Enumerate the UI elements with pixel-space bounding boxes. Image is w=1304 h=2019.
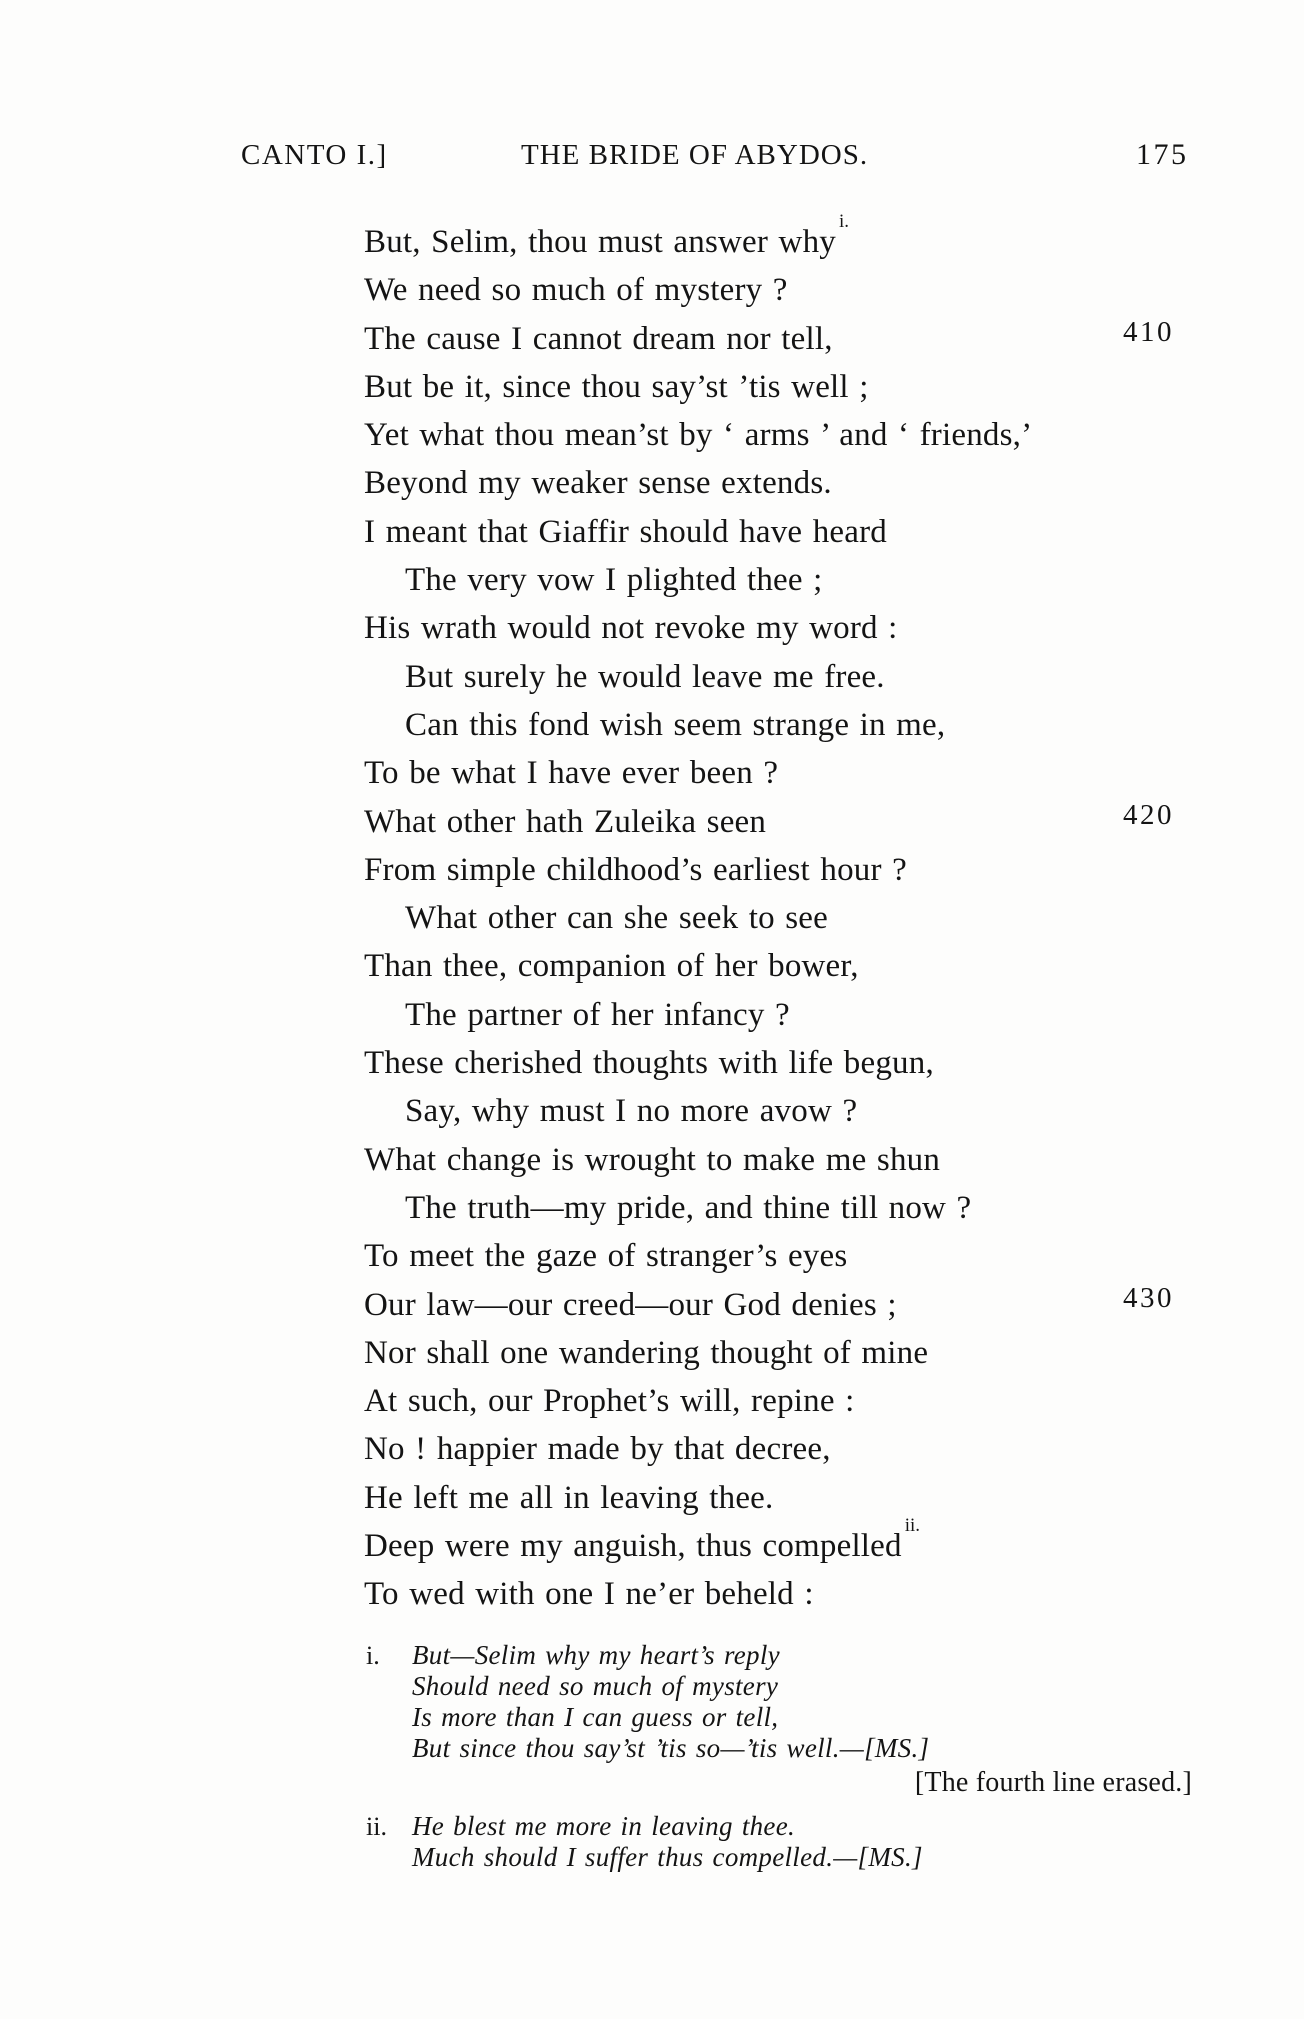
verse-line	[364, 935, 1191, 983]
verse-text: To wed with one I ne’er beheld :	[364, 1576, 814, 1613]
verse-text: We need so much of mystery ?	[364, 272, 788, 309]
verse-text: Our law—our creed—our God denies ;	[364, 1286, 897, 1323]
verse-line	[364, 452, 1191, 500]
verse-text: He left me all in leaving thee.	[364, 1479, 774, 1516]
line-number: 430	[1123, 1281, 1174, 1314]
verse-text: Nor shall one wandering thought of mine	[364, 1334, 929, 1371]
verse-line	[364, 1515, 1191, 1563]
verse-text: These cherished thoughts with life begun,	[364, 1045, 934, 1082]
verse-line	[364, 1322, 1191, 1370]
verse-line	[364, 549, 1191, 597]
verse-line	[364, 1370, 1191, 1418]
canto-label: CANTO I.]	[241, 139, 388, 171]
verse-text: At such, our Prophet’s will, repine :	[364, 1383, 855, 1420]
erased-note: [The fourth line erased.]	[914, 1767, 1192, 1798]
verse-text: Deep were my anguish, thus compelled	[364, 1528, 902, 1565]
verse-text: No ! happier made by that decree,	[364, 1431, 831, 1468]
verse-text: To be what I have ever been ?	[364, 755, 779, 792]
verse-line	[364, 1080, 1191, 1128]
verse-line	[364, 259, 1191, 307]
verse-text: I meant that Giaffir should have heard	[364, 513, 887, 550]
footnote-ref: ii.	[904, 1515, 921, 1537]
footnote-lines	[412, 1640, 1192, 1764]
verse-line	[364, 984, 1191, 1032]
line-number: 420	[1123, 798, 1174, 831]
footnote-ii	[364, 1811, 1192, 1873]
verse-line	[364, 1177, 1191, 1225]
verse-line	[364, 1274, 1191, 1322]
verse-text: Yet what thou mean’st by ‘ arms ’ and ‘ friends,’	[364, 417, 1033, 454]
verse-line	[364, 839, 1191, 887]
verse-text: His wrath would not revoke my word :	[364, 610, 898, 647]
verse-line	[364, 742, 1191, 790]
verse-line	[364, 597, 1191, 645]
footnote-line: But—Selim why my heart’s reply	[412, 1640, 780, 1670]
verse-line	[364, 1467, 1191, 1515]
verse-text: What other hath Zuleika seen	[364, 803, 767, 840]
verse-text: From simple childhood’s earliest hour ?	[364, 851, 907, 888]
verse-line	[364, 1225, 1191, 1273]
verse-line	[364, 308, 1191, 356]
verse-line	[364, 791, 1191, 839]
footnote-marker: ii.	[366, 1812, 387, 1841]
verse-text: Than thee, companion of her bower,	[364, 948, 859, 985]
verse-line	[364, 887, 1191, 935]
verse-line	[364, 501, 1191, 549]
verse-text: Beyond my weaker sense extends.	[364, 465, 832, 502]
footnote-i	[364, 1640, 1192, 1798]
footnote-line: Should need so much of mystery	[412, 1671, 779, 1701]
footnote-line: He blest me more in leaving thee.	[412, 1811, 796, 1841]
verse-line	[364, 1129, 1191, 1177]
footnote-marker: i.	[366, 1641, 380, 1670]
footnote-line: Is more than I can guess or tell,	[412, 1702, 779, 1732]
page-title: THE BRIDE OF ABYDOS.	[521, 139, 869, 171]
verse-text: But be it, since thou say’st ’tis well ;	[364, 368, 869, 405]
verse-text: The partner of her infancy ?	[405, 996, 790, 1033]
footnote-ref: i.	[838, 211, 850, 232]
verse-text: The very vow I plighted thee ;	[405, 562, 823, 599]
verse-text: The cause I cannot dream nor tell,	[364, 320, 833, 357]
footnote-line: But since thou say’st ’tis so—’tis well.—[MS.]	[412, 1733, 930, 1763]
verse-line	[364, 1418, 1191, 1466]
verse-text: To meet the gaze of stranger’s eyes	[364, 1238, 848, 1275]
verse-text: But surely he would leave me free.	[405, 658, 885, 695]
verse-line	[364, 404, 1191, 452]
verse-text: Can this fond wish seem strange in me,	[405, 706, 946, 743]
footnotes-section	[364, 1640, 1192, 1873]
line-number: 410	[1123, 315, 1174, 348]
verse-line	[364, 646, 1191, 694]
verse-line	[364, 694, 1191, 742]
verse-line	[364, 356, 1191, 404]
verse-line	[364, 1563, 1191, 1611]
verse-text: But, Selim, thou must answer why	[364, 224, 836, 260]
page-number: 175	[1136, 138, 1189, 171]
verse-text: What change is wrought to make me shun	[364, 1141, 941, 1178]
verse-line	[364, 211, 1191, 259]
verse-text: The truth—my pride, and thine till now ?	[405, 1189, 972, 1226]
verse-block	[364, 211, 1191, 1612]
footnote-lines	[412, 1811, 1192, 1873]
verse-text: What other can she seek to see	[405, 900, 828, 937]
verse-line	[364, 1032, 1191, 1080]
verse-text: Say, why must I no more avow ?	[405, 1093, 858, 1130]
footnote-line: Much should I suffer thus compelled.—[MS.]	[412, 1842, 923, 1872]
